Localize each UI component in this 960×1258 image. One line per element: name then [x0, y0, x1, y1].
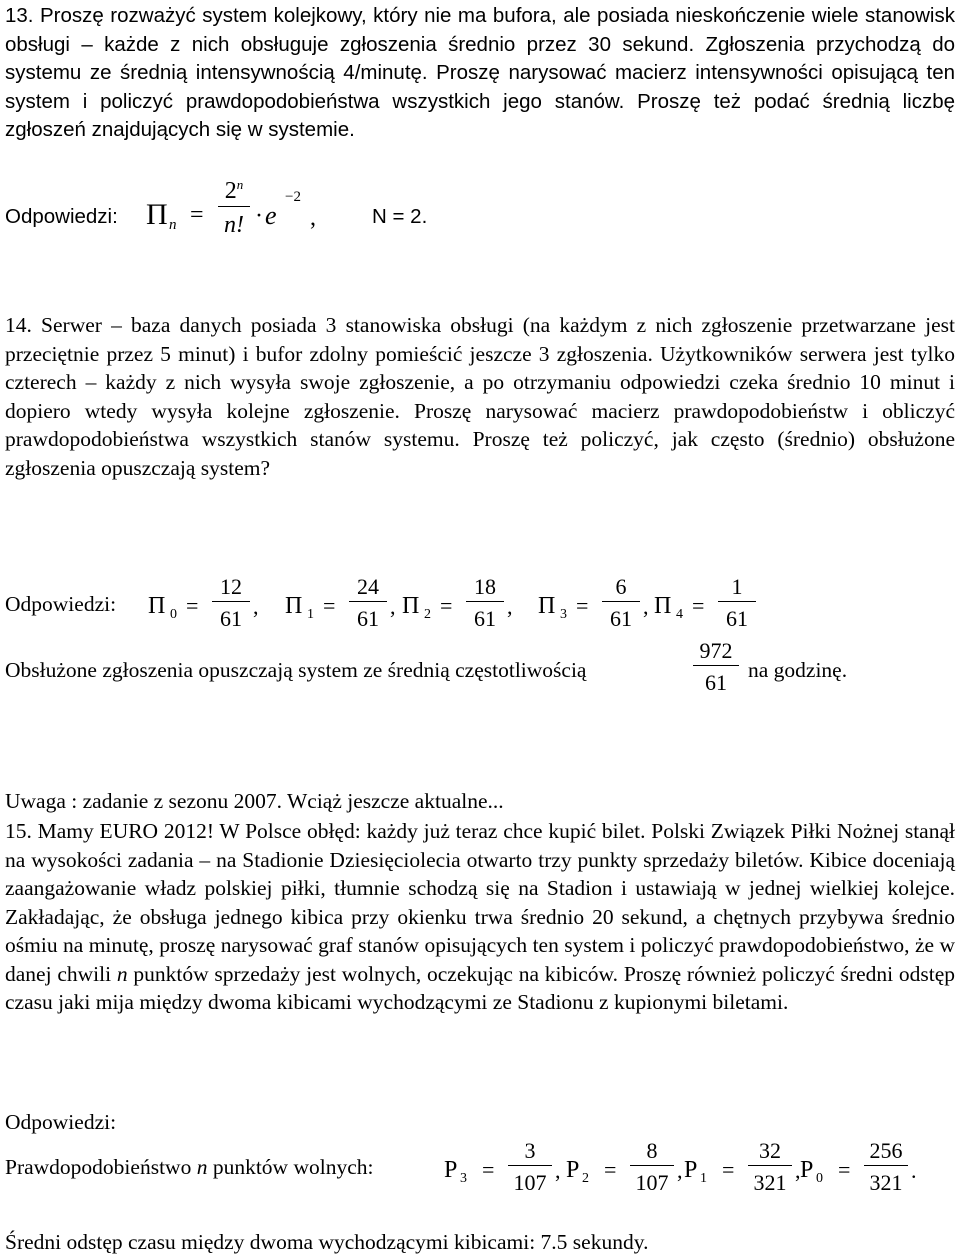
p-denominator-1: 321: [753, 1170, 787, 1195]
pi-subscript: n: [169, 217, 177, 233]
p-symbol-2: P: [566, 1157, 580, 1183]
pi-equals-0: =: [186, 593, 199, 618]
p-fraction-3: [508, 1140, 552, 1194]
pi-equals-4: =: [692, 593, 705, 618]
final-answer: Średni odstęp czasu między dwoma wychodzącymi kibicami: 7.5 sekundy.: [5, 1230, 649, 1254]
e-exponent: −2: [285, 189, 301, 205]
p-subscript-0: 0: [816, 1171, 823, 1186]
task13-answer-label: Odpowiedzi:: [5, 205, 118, 228]
p-separator-0: .: [911, 1158, 917, 1183]
output-rate-denominator: 61: [705, 670, 727, 695]
fraction: [218, 178, 250, 237]
pi-symbol-3: Π: [538, 593, 556, 619]
p-separator-1: ,: [795, 1158, 801, 1183]
pi-symbol-4: Π: [654, 593, 672, 619]
pi-fraction-2: [466, 576, 504, 630]
pi-fraction-1: [349, 576, 387, 630]
p-fraction-0: [864, 1140, 908, 1194]
p-equals-2: =: [604, 1157, 617, 1182]
p-numerator-3: 3: [524, 1138, 536, 1163]
pi-subscript-0: 0: [170, 607, 177, 622]
p-numerator-1: 32: [759, 1138, 781, 1163]
pi-fraction-0: [212, 576, 250, 630]
pi-separator-3: ,: [643, 594, 649, 619]
pi-numerator-2: 18: [474, 574, 496, 599]
pi-numerator-0: 12: [220, 574, 242, 599]
denominator: n!: [224, 212, 244, 238]
task15-answer-label: Odpowiedzi:: [5, 1110, 117, 1134]
p-subscript-3: 3: [460, 1171, 467, 1186]
pi-denominator-0: 61: [220, 606, 242, 631]
pi-denominator-3: 61: [610, 606, 632, 631]
p-subscript-1: 1: [700, 1171, 707, 1186]
p-denominator-3: 107: [513, 1170, 547, 1195]
p-separator-3: ,: [555, 1158, 561, 1183]
pi-separator-0: ,: [253, 594, 259, 619]
pi-equals-1: =: [323, 593, 336, 618]
pi-numerator-1: 24: [357, 574, 379, 599]
numerator-base: 2: [224, 178, 237, 204]
p-fraction-2: [630, 1140, 674, 1194]
season-note: Uwaga : zadanie z sezonu 2007. Wciąż jeszcze aktualne...: [5, 789, 504, 813]
pi-symbol-0: Π: [148, 593, 166, 619]
task14-answer-label: Odpowiedzi:: [5, 592, 117, 616]
pi-denominator-4: 61: [726, 606, 748, 631]
output-rate-numerator: 972: [699, 638, 733, 663]
p-separator-2: ,: [677, 1158, 683, 1183]
e-base: e: [265, 201, 277, 230]
pi-symbol-2: Π: [402, 593, 420, 619]
pi-denominator-1: 61: [357, 606, 379, 631]
p-numerator-0: 256: [869, 1138, 903, 1163]
pi-fraction-4: [718, 576, 756, 630]
task13-text: 13. Proszę rozważyć system kolejkowy, który nie ma bufora, ale posiada nieskończenie wiele stanowisk obsługi – każde z nich obsługuje zgłoszenia średnio przez 30 sekund. Zgłoszenia przychodzą do systemu ze średnią intensywnością 4/minutę. Proszę narysować macierz intensywności opisującą ten system i policzyć prawdopodobieństwa wszystkich jego stanów. Proszę też podać średnią liczbę zgłoszeń znajdujących się w systemie.: [5, 4, 955, 141]
pi-denominator-2: 61: [474, 606, 496, 631]
task14-text: 14. Serwer – baza danych posiada 3 stanowiska obsługi (na każdym z nich zgłoszenie przetwarzane jest przeciętnie przez 5 minut) i bufor zdolny pomieścić jeszcze 3 zgłoszenia. Użytkowników serwera jest tylko czterech – każdy z nich wysyła swoje zgłoszenie, a po otrzymaniu odpowiedzi czeka średnio 10 minut i dopiero wtedy wysyła kolejne zgłoszenie. Proszę narysować macierz prawdopodobieństw i obliczyć prawdopodobieństwa wszystkich stanów systemu. Proszę też policzyć, jak często (średnio) obsłużone zgłoszenia opuszczają system?: [5, 313, 955, 480]
pi-equals-2: =: [440, 593, 453, 618]
dot-operator: ·: [255, 203, 263, 229]
p-symbol-0: P: [800, 1157, 814, 1183]
pi-subscript-4: 4: [676, 607, 683, 622]
p-numerator-2: 8: [646, 1138, 658, 1163]
p-denominator-2: 107: [635, 1170, 669, 1195]
pi-symbol: Π: [146, 198, 168, 231]
pi-subscript-3: 3: [560, 607, 567, 622]
p-equals-0: =: [838, 1157, 851, 1182]
pi-numerator-4: 1: [731, 574, 743, 599]
pi-subscript-1: 1: [307, 607, 314, 622]
p-equals-1: =: [722, 1157, 735, 1182]
pi-equals-3: =: [576, 593, 589, 618]
n-answer: N = 2.: [372, 205, 428, 228]
pi-fraction-3: [602, 576, 640, 630]
formula-comma: ,: [310, 205, 316, 231]
prob-label: Prawdopodobieństwo n punktów wolnych:: [5, 1155, 374, 1179]
pi-separator-2: ,: [507, 594, 513, 619]
task15-text: 15. Mamy EURO 2012! W Polsce obłęd: każdy już teraz chce kupić bilet. Polski Związek Piłki Nożnej stanął na wysokości zadania – na Stadionie Dziesięciolecia otwarto trzy punkty sprzedaży biletów. Kibice doceniają zaangażowanie władz polskiej piłki, tłumnie schodzą się na Stadion i ustawiają w jednej wielkiej kolejce. Zakładając, że obsługa jednego kibica przy okienku trwa średnio 20 sekund, a chętnych przybywa średnio ośmiu na minutę, proszę narysować graf stanów opisujących ten system i policzyć prawdopodobieństwo, że w danej chwili n punktów sprzedaży jest wolnych, oczekując na kibiców. Proszę również policzyć średni odstęp czasu jaki mija między dwoma kibicami wychodzącymi ze Stadionu z kupionymi biletami.: [5, 819, 955, 1014]
output-rate-unit: na godzinę.: [748, 658, 848, 682]
p-symbol-3: P: [444, 1157, 458, 1183]
p-symbol-1: P: [684, 1157, 698, 1183]
p-subscript-2: 2: [582, 1171, 589, 1186]
pi-subscript-2: 2: [424, 607, 431, 622]
numerator-exponent: n: [236, 177, 244, 192]
p-equals-3: =: [482, 1157, 495, 1182]
pi-separator-1: ,: [390, 594, 396, 619]
p-denominator-0: 321: [869, 1170, 903, 1195]
pi-numerator-3: 6: [615, 574, 627, 599]
output-rate-fraction: [693, 640, 739, 694]
p-fraction-1: [748, 1140, 792, 1194]
equals-sign: =: [190, 202, 204, 228]
pi-symbol-1: Π: [285, 593, 303, 619]
output-rate-text: Obsłużone zgłoszenia opuszczają system ze średnią częstotliwością: [5, 658, 587, 682]
